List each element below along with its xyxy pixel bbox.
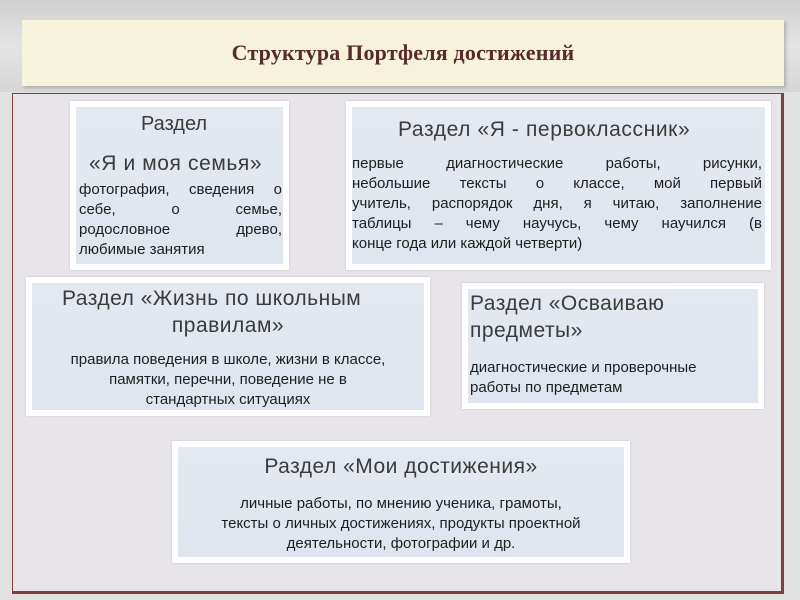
section-card-achievements	[172, 441, 630, 563]
section-title: Раздел «Жизнь по школьным	[62, 287, 362, 310]
body-line: деятельности, фотографии и др.	[286, 535, 516, 552]
section-body	[32, 350, 424, 410]
body-line: родословное древо,	[79, 221, 282, 238]
body-line: диагностические и проверочные	[470, 359, 697, 376]
body-line: первые диагностические работы, рисунки,	[352, 155, 762, 172]
section-title: предметы»	[470, 319, 583, 342]
body-line: фотография, сведения о	[79, 181, 282, 198]
body-line: таблицы – чему научусь, чему научился (в	[352, 215, 762, 232]
section-title: Раздел «Я - первоклассник»	[398, 118, 691, 141]
section-card-subjects	[462, 283, 764, 409]
section-title: Раздел	[141, 113, 208, 135]
section-card-first-grader	[346, 101, 771, 270]
section-card-family	[70, 101, 289, 270]
title-bar	[22, 20, 784, 86]
section-subtitle: «Я и моя семья»	[89, 152, 263, 175]
body-line: стандартных ситуациях	[145, 391, 311, 408]
slide-title: Структура Портфеля достижений	[231, 40, 575, 65]
body-line: тексты о личных достижениях, продукты проектной	[221, 515, 581, 532]
body-line: личные работы, по мнению ученика, грамоты,	[240, 495, 562, 512]
body-line: конце года или каждой четверти)	[352, 235, 583, 252]
section-card-school-rules	[26, 277, 430, 416]
body-line: правила поведения в школе, жизни в классе,	[70, 351, 386, 368]
body-line: памятки, перечни, поведение не в	[109, 371, 347, 388]
body-line: себе, о семье,	[79, 201, 282, 218]
body-line: любимые занятия	[79, 241, 205, 258]
body-line: небольшие тексты о классе, мой первый	[352, 175, 762, 192]
body-line: работы по предметам	[470, 379, 623, 396]
section-body	[176, 494, 626, 554]
body-line: учитель, распорядок дня, я читаю, заполнение	[352, 195, 762, 212]
section-title: Раздел «Мои достижения»	[264, 455, 538, 478]
section-body	[79, 180, 282, 260]
section-body	[470, 358, 760, 398]
section-title: Раздел «Осваиваю	[470, 292, 665, 315]
section-title: правилам»	[171, 314, 285, 337]
section-body	[352, 154, 762, 254]
